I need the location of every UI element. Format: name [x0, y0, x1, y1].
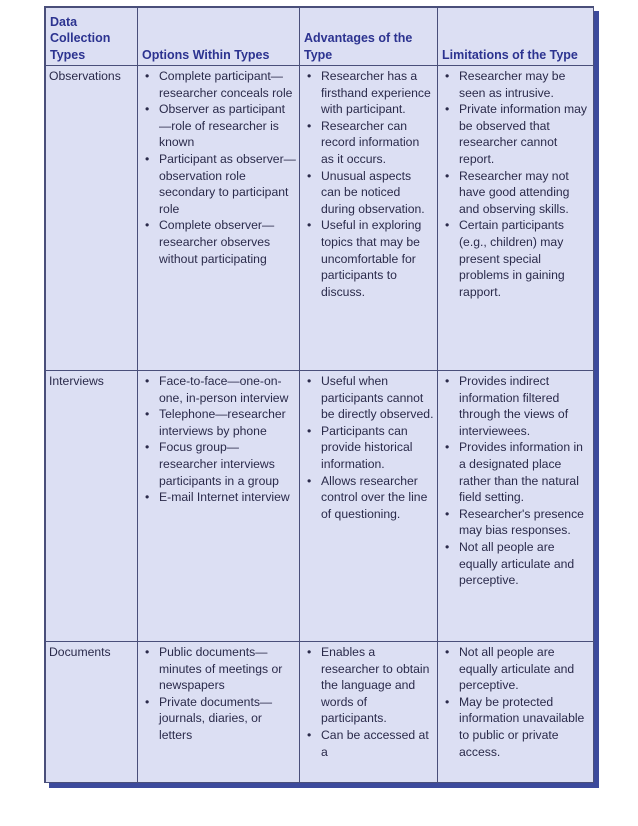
row-label-documents: Documents	[46, 642, 138, 784]
list-item: • Certain participants (e.g., children) may present special problems in gaining rapport.	[445, 218, 565, 299]
list-item: • Focus group—researcher interviews participants in a group	[145, 440, 279, 488]
list-item: • May be protected information unavailable to public or private access.	[445, 694, 585, 759]
list-item: • Researcher may be seen as intrusive.	[445, 69, 566, 100]
list-item: • Observer as participant—role of researcher is known	[145, 102, 285, 150]
cell-documents-options	[138, 642, 300, 784]
list-item: • Not all people are equally articulate and perceptive.	[445, 539, 575, 588]
list-item: • Researcher's presence may bias responses.	[445, 506, 584, 538]
cell-interviews-advantages	[300, 371, 438, 642]
list-item: • Face-to-face—one-on-one, in-person interview	[145, 374, 289, 405]
list-item: • Public documents—minutes of meetings or newspapers	[145, 645, 283, 693]
data-collection-table	[44, 6, 594, 783]
list-item: • Unusual aspects can be noticed during observation.	[307, 168, 425, 216]
header-row	[46, 8, 594, 66]
list-item: • Complete participant—researcher conceals role	[145, 69, 293, 100]
list-item: • Telephone—researcher interviews by phone	[145, 407, 286, 438]
list-item: • Not all people are equally articulate and perceptive.	[445, 645, 575, 693]
cell-documents-advantages	[300, 642, 438, 784]
row-label-observations: Observations	[46, 66, 138, 371]
list-item: • E-mail Internet interview	[145, 490, 290, 505]
list-item: • Useful when participants cannot be directly observed.	[307, 374, 434, 422]
list-item: • Enables a researcher to obtain the language and words of participants.	[307, 645, 430, 726]
cell-interviews-options	[138, 371, 300, 642]
header-advantages: Advantages of the Type	[300, 8, 438, 66]
cell-interviews-limitations	[438, 371, 594, 642]
list-item: • Provides indirect information filtered through the views of interviewees.	[445, 374, 569, 438]
table-row-documents	[46, 642, 594, 784]
table-row-interviews	[46, 371, 594, 642]
table-row-observations	[46, 66, 594, 371]
cell-documents-limitations	[438, 642, 594, 784]
list-item: • Participant as observer—observation role secondary to participant role	[145, 151, 296, 216]
list-item: • Complete observer—researcher observes without participating	[145, 218, 275, 266]
cell-observations-options	[138, 66, 300, 371]
list-item: • Allows researcher control over the line of questioning.	[307, 473, 428, 521]
list-item: • Researcher has a firsthand experience with participant.	[307, 69, 431, 117]
list-item: • Can be accessed at a	[307, 727, 429, 759]
list-item: • Provides information in a designated place rather than the natural field setting.	[445, 440, 583, 505]
data-table	[45, 7, 594, 783]
list-item: • Researcher may not have good attending and observing skills.	[445, 168, 570, 216]
header-options: Options Within Types	[138, 8, 300, 66]
list-item: • Researcher can record information as it occurs.	[307, 118, 420, 166]
list-item: • Private information may be observed that researcher cannot report.	[445, 102, 588, 166]
cell-observations-advantages	[300, 66, 438, 371]
list-item: • Private documents—journals, diaries, or letters	[145, 694, 273, 742]
list-item: • Participants can provide historical information.	[307, 423, 413, 471]
header-types: Data Collection Types	[46, 8, 138, 66]
list-item: • Useful in exploring topics that may be uncomfortable for participants to discuss.	[307, 218, 422, 299]
row-label-interviews: Interviews	[46, 371, 138, 642]
cell-observations-limitations	[438, 66, 594, 371]
header-limitations: Limitations of the Type	[438, 8, 594, 66]
